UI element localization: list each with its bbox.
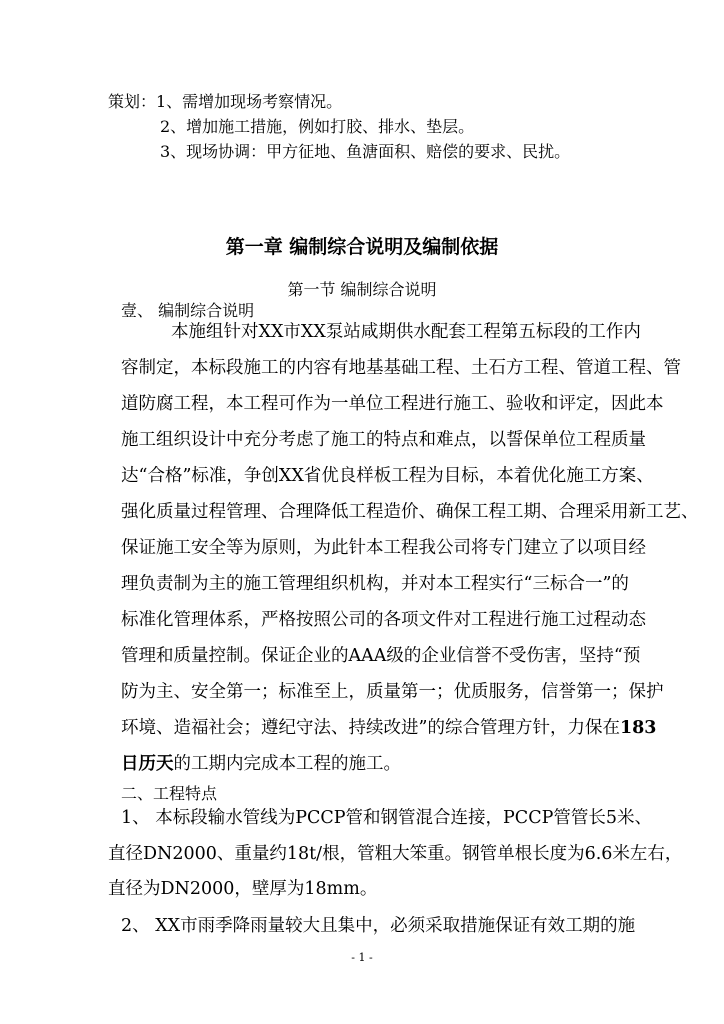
paragraph-line: 环境、造福社会；遵纪守法、持续改进”的综合管理方针，力保在183 (121, 718, 657, 738)
paragraph-line: 管理和质量控制。保证企业的AAA级的企业信誉不受伤害，坚持“预 (121, 646, 641, 666)
paragraph-line: 保证施工安全等为原则，为此针本工程我公司将专门建立了以项目经 (121, 538, 646, 558)
paragraph-line: 道防腐工程，本工程可作为一单位工程进行施工、验收和评定，因此本 (121, 394, 664, 414)
bold-days: 日历天 (121, 754, 174, 774)
paragraph-line: 本施组针对XX市XX泵站咸期供水配套工程第五标段的工作内 (171, 322, 641, 342)
heading-1: 壹、 编制综合说明 (121, 301, 255, 320)
feature-item-1-line: 直径为DN2000，壁厚为18mm。 (108, 879, 378, 899)
plan-item-3: 3、现场协调：甲方征地、鱼溏面积、赔偿的要求、民扰。 (160, 142, 571, 161)
page-number: - 1 - (351, 951, 373, 964)
feature-item-1-line: 1、 本标段输水管线为PCCP管和钢管混合连接，PCCP管管长5米、 (121, 808, 652, 828)
paragraph-line: 达“合格”标准，争创XX省优良样板工程为目标，本着优化施工方案、 (121, 466, 654, 486)
paragraph-line: 强化质量过程管理、合理降低工程造价、确保工程工期、合理采用新工艺、 (121, 502, 699, 522)
chapter-title: 第一章 编制综合说明及编制依据 (225, 236, 499, 258)
paragraph-line: 施工组织设计中充分考虑了施工的特点和难点，以誓保单位工程质量 (121, 430, 646, 450)
paragraph-line: 理负责制为主的施工管理组织机构，并对本工程实行“三标合一”的 (121, 574, 629, 594)
bold-number: 183 (619, 718, 657, 738)
feature-item-1-line: 直径DN2000、重量约18t/根，管粗大笨重。钢管单根长度为6.6米左右， (108, 844, 683, 864)
paragraph-line: 日历天的工期内完成本工程的施工。 (121, 754, 401, 774)
paragraph-line: 防为主、安全第一；标准至上，质量第一；优质服务，信誉第一；保护 (121, 682, 664, 702)
plan-item-1: 策划：1、需增加现场考察情况。 (108, 92, 343, 111)
heading-2: 二、工程特点 (121, 784, 218, 803)
paragraph-line: 容制定，本标段施工的内容有地基基础工程、土石方工程、管道工程、管 (121, 358, 681, 378)
section-title: 第一节 编制综合说明 (287, 280, 437, 299)
paragraph-line: 标准化管理体系，严格按照公司的各项文件对工程进行施工过程动态 (121, 610, 646, 630)
plan-item-2: 2、增加施工措施，例如打胶、排水、垫层。 (160, 117, 475, 136)
feature-item-2-line: 2、 XX市雨季降雨量较大且集中，必须采取措施保证有效工期的施 (121, 916, 636, 936)
